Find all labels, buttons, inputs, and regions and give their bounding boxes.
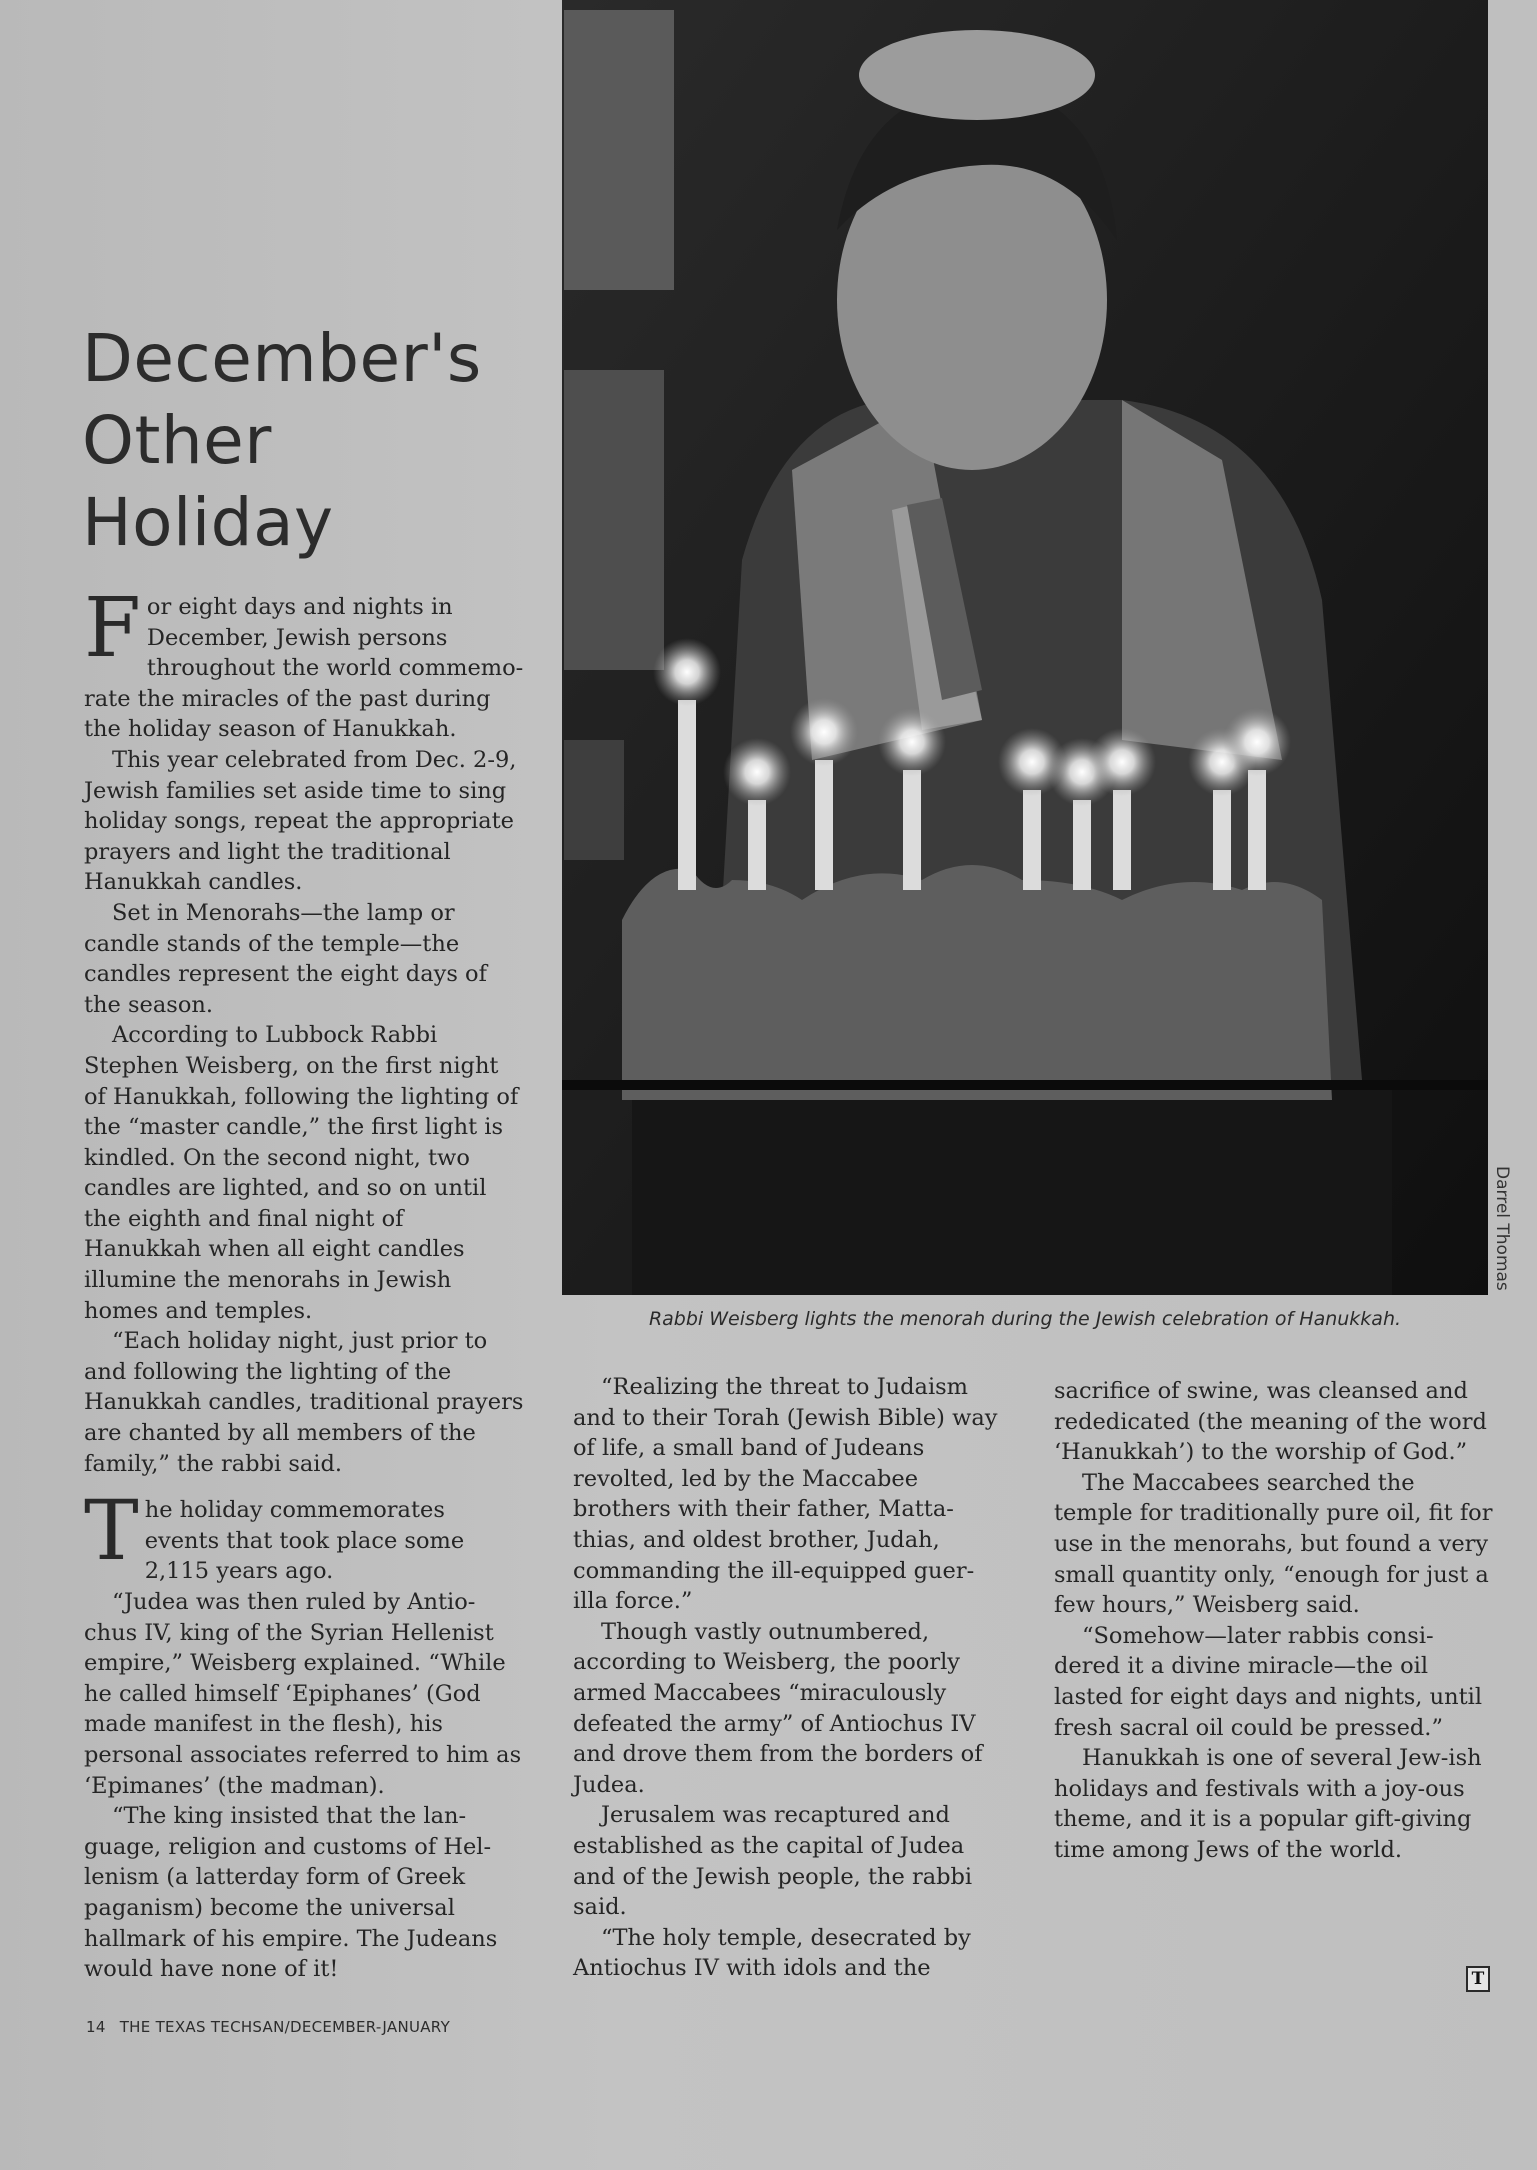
candle-flame — [1223, 708, 1291, 776]
menorah-photo — [562, 0, 1488, 1295]
photo-credit: Darrel Thomas — [1492, 1166, 1512, 1291]
page-number: 14 — [86, 2018, 106, 2036]
paragraph: “The holy temple, desecrated by Antiochus IV with idols and the — [573, 1924, 971, 1982]
paragraph: The Maccabees searched the temple for traditionally pure oil, fit for use in the menorahs, but found a very small quantity only, “enough for just a few hours,” Weisberg said. — [1054, 1469, 1493, 1619]
title-line-3: Holiday — [82, 484, 334, 561]
photo-bottom-edge — [562, 1080, 1488, 1090]
article-title — [82, 318, 552, 564]
candle — [815, 760, 833, 890]
paragraph: sacrifice of swine, was cleansed and rededicated (the meaning of the word ‘Hanukkah’) to the worship of God.” — [1054, 1378, 1487, 1466]
paragraph — [84, 581, 524, 745]
paragraph: “Somehow—later rabbis consi-dered it a divine miracle—the oil lasted for eight days and nights, until fresh sacral oil could be pressed.” — [1054, 1622, 1483, 1741]
candle — [1113, 790, 1131, 890]
candle — [748, 800, 766, 890]
article-column-1 — [84, 581, 524, 1985]
candle — [1248, 770, 1266, 890]
title-line-1: December's — [82, 320, 482, 397]
candle-flame — [1088, 728, 1156, 796]
candle-flame — [723, 738, 791, 806]
page-footer — [86, 2018, 450, 2036]
kippah-shape — [859, 30, 1095, 120]
article-column-2 — [573, 1372, 1008, 1984]
table-shadow — [632, 1080, 1392, 1295]
paragraph-text: he holiday commemorates events that took place some 2,115 years ago. — [144, 1497, 465, 1585]
end-mark-icon: T — [1466, 1966, 1490, 1992]
candle — [678, 700, 696, 890]
article-column-3 — [1054, 1376, 1494, 1866]
paragraph: This year celebrated from Dec. 2-9, Jewish families set aside time to sing holiday songs, repeat the appropriate prayers and light the traditional Hanukkah candles. — [84, 746, 517, 896]
window-pane-bottom — [564, 740, 624, 860]
menorah-base — [622, 865, 1332, 1100]
paragraph: Though vastly outnumbered, according to Weisberg, the poorly armed Maccabees “miraculously defeated the army” of Antiochus IV and drove them from the borders of Judea. — [573, 1618, 983, 1798]
paragraph — [84, 1484, 524, 1587]
candle — [903, 770, 921, 890]
candle-flame — [878, 708, 946, 776]
paragraph: “Realizing the threat to Judaism and to their Torah (Jewish Bible) way of life, a small band of Judeans revolted, led by the Maccabee brothers with their father, Matta-thias, and oldest brother, Judah, commanding the ill-equipped guer-illa force.” — [573, 1374, 998, 1615]
candle-flame — [653, 638, 721, 706]
publication-name: THE TEXAS TECHSAN/DECEMBER-JANUARY — [119, 2018, 451, 2036]
candle — [1073, 800, 1091, 890]
title-line-2: Other — [82, 402, 272, 479]
candle — [1023, 790, 1041, 890]
photo-caption: Rabbi Weisberg lights the menorah during the Jewish celebration of Hanukkah. — [648, 1308, 1402, 1330]
candle — [1213, 790, 1231, 890]
paragraph: Jerusalem was recaptured and established as the capital of Judea and of the Jewish people, the rabbi said. — [573, 1802, 973, 1921]
paragraph: Set in Menorahs—the lamp or candle stands of the temple—the candles represent the eight days of the season. — [84, 899, 487, 1018]
window-pane-middle — [564, 370, 664, 670]
paragraph-text: or eight days and nights in December, Jewish persons throughout the world commemo-rate the miracles of the past during the holiday season of Hanukkah. — [84, 594, 524, 743]
paragraph: Hanukkah is one of several Jew-ish holidays and festivals with a joy-ous theme, and it is a popular gift-giving time among Jews of the world. — [1054, 1745, 1482, 1863]
drop-cap: F — [84, 581, 141, 676]
window-pane-top — [564, 10, 674, 290]
paragraph: “Each holiday night, just prior to and following the lighting of the Hanukkah candles, traditional prayers are chanted by all members of the family,” the rabbi said. — [84, 1328, 524, 1477]
paragraph: “The king insisted that the lan-guage, religion and customs of Hel-lenism (a latterday form of Greek paganism) become the universal hallmark of his empire. The Judeans would have none of it! — [84, 1803, 498, 1983]
candle-flame — [790, 698, 858, 766]
paragraph: “Judea was then ruled by Antio-chus IV, king of the Syrian Hellenist empire,” Weisberg explained. “While he called himself ‘Epiphanes’ (God made manifest in the flesh), his personal associates referred to him as ‘Epimanes’ (the madman). — [84, 1589, 522, 1799]
photo-illustration — [562, 0, 1488, 1295]
drop-cap: T — [84, 1484, 139, 1580]
paragraph: According to Lubbock Rabbi Stephen Weisberg, on the first night of Hanukkah, following the lighting of the “master candle,” the first light is kindled. On the second night, two candles are lighted, and so on until the eighth and final night of Hanukkah when all eight candles illumine the menorahs in Jewish homes and temples. — [84, 1022, 519, 1324]
